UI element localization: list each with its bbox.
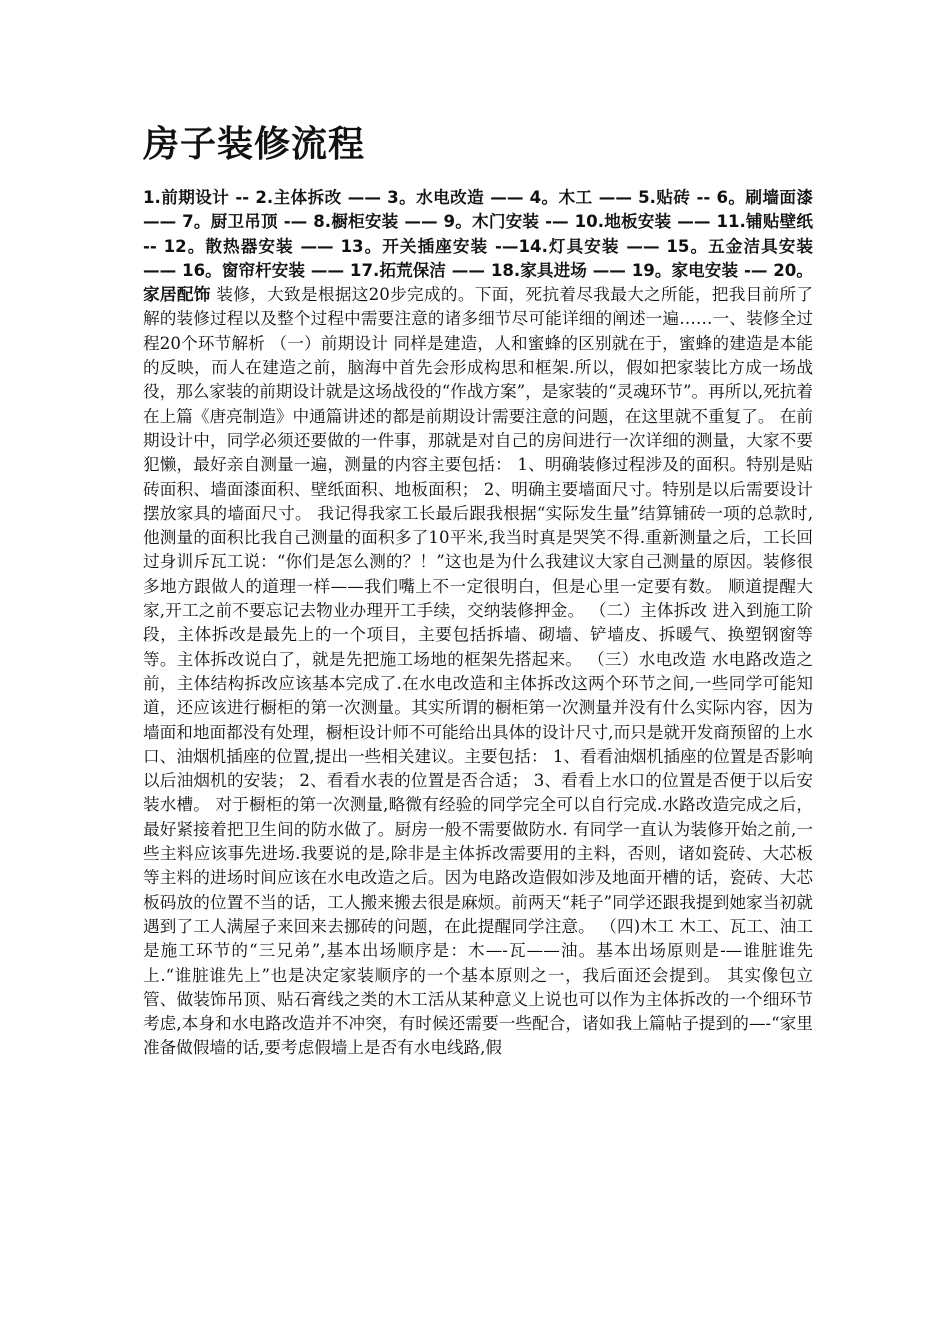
body-text: 装修，大致是根据这20步完成的。下面，死抗着尽我最大之所能，把我目前所了解的装修过程以及整个过程中需要注意的诸多细节尽可能详细的阐述一遍……一、装修全过程20个环节解析 （一）前期设计 同样是建造，人和蜜蜂的区别就在于，蜜蜂的建造是本能的反映，而人在建造之前，脑海中首先会形成构思和框架.所以，假如把家装比方成一场战役，那么家装的前期设计就是这场战役的“作战方案”，是家装的“灵魂环节”。再所以,死抗着在上篇《唐亮制造》中通篇讲述的都是前期设计需要注意的问题，在这里就不重复了。 在前期设计中，同学必须还要做的一件事，那就是对自己的房间进行一次详细的测量，大家不要犯懒，最好亲自测量一遍，测量的内容主要包括： 1、明确装修过程涉及的面积。特别是贴砖面积、墙面漆面积、壁纸面积、地板面积； 2、明确主要墙面尺寸。特别是以后需要设计摆放家具的墙面尺寸。 我记得我家工长最后跟我根据“实际发生量”结算铺砖一项的总款时,他测量的面积比我自己测量的面积多了10平米,我当时真是哭笑不得.重新测量之后，工长回过身训斥瓦工说：“你们是怎么测的？！”这也是为什么我建议大家自己测量的原因。装修很多地方跟做人的道理一样——我们嘴上不一定很明白，但是心里一定要有数。 顺道提醒大家,开工之前不要忘记去物业办理开工手续，交纳装修押金。 （二）主体拆改 进入到施工阶段，主体拆改是最先上的一个项目，主要包括拆墙、砌墙、铲墙皮、拆暖气、换塑钢窗等等。主体拆改说白了，就是先把施工场地的框架先搭起来。 （三）水电改造 水电路改造之前，主体结构拆改应该基本完成了.在水电改造和主体拆改这两个环节之间,一些同学可能知道，还应该进行橱柜的第一次测量。其实所谓的橱柜第一次测量并没有什么实际内容，因为墙面和地面都没有处理，橱柜设计师不可能给出具体的设计尺寸,而只是就开发商预留的上水口、油烟机插座的位置,提出一些相关建议。主要包括： 1、看看油烟机插座的位置是否影响以后油烟机的安装； 2、看看水表的位置是否合适； 3、看看上水口的位置是否便于以后安装水槽。 对于橱柜的第一次测量,略微有经验的同学完全可以自行完成.水路改造完成之后，最好紧接着把卫生间的防水做了。厨房一般不需要做防水. 有同学一直认为装修开始之前,一些主料应该事先进场.我要说的是,除非是主体拆改需要用的主料，否则，诸如瓷砖、大芯板等主料的进场时间应该在水电改造之后。因为电路改造假如涉及地面开槽的话，瓷砖、大芯板码放的位置不当的话，工人搬来搬去很是麻烦。前两天“耗子”同学还跟我提到她家当初就遇到了工人满屋子来回来去挪砖的问题，在此提醒同学注意。 （四)木工 木工、瓦工、油工是施工环节的“三兄弟”,基本出场顺序是：木—-瓦——油。基本出场原则是-—谁脏谁先上.“谁脏谁先上”也是决定家装顺序的一个基本原则之一，我后面还会提到。 其实像包立管、做装饰吊顶、贴石膏线之类的木工活从某种意义上说也可以作为主体拆改的一个细环节考虑,本身和水电路改造并不冲突，有时候还需要一些配合，诸如我上篇帖子提到的—-“家里准备做假墙的话,要考虑假墙上是否有水电线路,假: [143, 285, 814, 1058]
document-page: [143, 118, 813, 1061]
steps-list: 1.前期设计 -- 2.主体拆改 —— 3。水电改造 —— 4。木工 —— 5.贴砖 -- 6。刷墙面漆 —— 7。厨卫吊顶 -— 8.橱柜安装 —— 9。木门安装 -— 10.地板安装 —— 11.铺贴壁纸 -- 12。散热器安装 —— 13。开关插座安装 -—14.灯具安装 —— 15。五金洁具安装 —— 16。窗帘杆安装 —— 17.拓荒保洁 —— 18.家具进场 —— 19。家电安装 -— 20。家居配饰: [143, 188, 813, 305]
document-title: 房子装修流程: [143, 124, 366, 165]
document-body: [143, 186, 813, 1061]
